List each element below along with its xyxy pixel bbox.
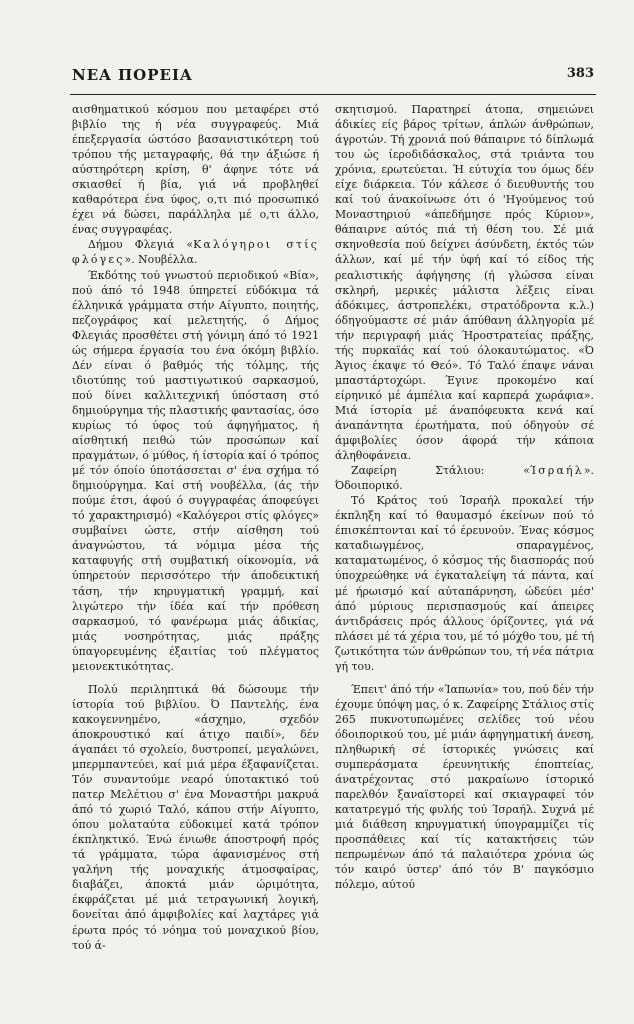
paragraph: Τό Κράτος τού Ίσραήλ προκαλεί τήν έκπληξη καί τό θαυμασμό έκείνων πού τό έπισκέπτονται καί τό έρευνούν. Ένας κόσμος καταδιωγμένος, σπαραγμένος, καταματωμένος, ό κόσμος τής διασποράς πού ύποχρεώθηκε νά έγκαταλείψη τά πάντα, καί μέ ήρωισμό καί αύταπάρνηση, ώδεύει μέσ' άπό μύριους περισπασμούς καί άπειρες άντιδράσεις πρός άλλους όρίζοντες, γιά νά πλάσει μέ τά χέρια του, μέ τό μόχθο του, μέ τή ζωτικότητα τών άνθρώπων του, τή νέα πάτρια γή του. (335, 494, 594, 673)
paragraph: Έκδότης τού γνωστού περιοδικού «Βία», πού άπό τό 1948 ύπηρετεί εύδόκιμα τά έλληνικά γράμματα στήν Αίγυπτο, ποιητής, πεζογράφος καί μελετητής, ό Δήμος Φλεγιάς προσθέτει στή γόνιμη άπό τό 1921 ώς σήμερα έργασία του ένα όκόμη βιβλίο. Δέν είναι ό βαθμός τής τόλμης, τής ιδιοτύπης τού μαστιγωτικού σαρκασμού, πού δίνει καλλιτεχνική ύπόσταση στό δημιούργημα τής πλαστικής φαντασίας, όσο κυρίως τό ύφος τού άφηγήματος, ή αίσθητική πειθώ τών προσώπων καί πραγμάτων, ό μύθος, ή ίστορία καί ό τρόπος μέ τόν όποίο ύποτάσσεται σ' ένα σχήμα τό δημιούργημα. Καί στή νουβέλλα, (άς τήν πούμε έτσι, άφού ό συγγραφέας άποφεύγει τό χαρακτηρισμό) «Καλόγεροι στίς φλόγες» συμβαίνει ώστε, στήν αίσθηση τού άναγνώστου, τά νόμιμα μέσα τής καταφυγής στή συμβατική οίκονομία, νά ύπηρετούν περισσότερο τήν άποδεικτική τάση, τήν κηρυγματική γραμμή, καί λιγώτερο τήν ίδέα καί τήν πρόθεση σαρκασμού, τό φανέρωμα μιάς άδικίας, μιάς νοσηρότητας, μιάς πράξης ύπαγορευμένης έξαιτίας τού πλέγματος μειονεκτικότητας. (72, 268, 319, 673)
page-number: 383 (566, 66, 594, 81)
review-genre: ». Όδοιπορικό. (335, 464, 594, 493)
header-rule (70, 94, 596, 95)
paragraph: Έπειτ' άπό τήν «Ίαπωνία» του, πού δέν τήν έχουμε ύπόψη μας, ό κ. Ζαφείρης Στάλιος στίς 265 πυκνοτυπωμένες σελίδες τού νέου όδοιπορικού του, μέ μιάν άφηγηματική άνεση, πληθωρική σέ ίστορικές γνώσεις καί συμπεράσματα έρευνητικής έποπτείας, άνατρέχοντας στό μακραίωνο ίστορικό παρελθόν ξαναϊστορεί καί σκιαγραφεί τόν κατατρεγμό τής φυλής τού Ίσραήλ. Συχνά μέ μιά διάθεση κηρυγματική ύπογραμμίζει τίς προσπάθειες καί τίς κατακτήσεις τών πεπρωμένων άπό τά παλαιότερα χρόνια ώς τόν καιρό ύστερ' άπό τόν Β' παγκόσμιο πόλεμο, αύτού (335, 682, 594, 892)
review-author: Ζαφείρη Στάλιου: « (351, 464, 530, 478)
right-column (335, 102, 594, 892)
review-book-title: Καλόγηροι στίς φλόγες (72, 238, 319, 267)
review-book-title: Ίσραήλ (529, 464, 584, 478)
review-heading (335, 463, 594, 493)
review-genre: ». Νουβέλλα. (124, 253, 198, 267)
left-column (72, 102, 319, 953)
review-heading (72, 237, 319, 267)
paragraph: Πολύ περιληπτικά θά δώσουμε τήν ίστορία τού βιβλίου. Ό Παντελής, ένα κακογεννημένο, «άσχημο, σχεδόν άποκρουστικό καί άτιχο παιδί», δέν άγαπάει τό σχολείο, δυστροπεί, μεγαλώνει, μπερμπαντεύει, καί μιά μέρα έξαφανίζεται. Τόν συναντούμε νεαρό ύποτακτικό τού πατερ Μελέτιου σ' ένα Μοναστήρι μακρυά άπό τό χωριό Ταλό, κάπου στήν Αίγυπτο, όπου μολαταύτα εύδοκιμεί κατά τρόπον έκπληκτικό. Ένώ ένιωθε άποστροφή πρός τά γράμματα, τώρα άφανισμένος στή γαλήνη τής μοναχικής άτμοσφαίρας, διαβάζει, άποκτά μιάν ώριμότητα, έκφράζεται μέ μιά τετραγωνική λογική, δονείται άπό άμφιβολίες καί λαχτάρες γιά έρωτα πρός τό νόημα τού μοναχικού βίου, τού ά- (72, 682, 319, 952)
running-title: ΝΕΑ ΠΟΡΕΙΑ (72, 66, 193, 84)
paragraph: αισθηματικού κόσμου που μεταφέρει στό βιβλίο της ή νέα συγγραφεύς. Μιά έπεξεργασία ώστόσο βασανιστικότερη τού τρόπου τής μεταγραφής, θά την άξιώσε ή αύστηρότερη κρίση, θ' άφηνε τότε νά σκιασθεί ή βία, γιά νά προβληθεί καθαρότερα ένα ύφος, ο,τι πιό προσωπικό έχει νά δώσει, παράλληλα μέ ο,τι άλλο, ένας συγγραφέας. (72, 103, 319, 237)
review-author: Δήμου Φλεγιά « (88, 238, 194, 252)
paragraph: σκητισμού. Παρατηρεί άτοπα, σημειώνει άδικίες είς βάρος τρίτων, άπλών άνθρώπων, άγροτών. Τή χρονιά πού θάπαιρνε τό δίπλωμά του ώς ίεροδιδάσκαλος, στά τριάντα του χρόνια, ερωτεύεται. Ή εύτυχία του όμως δέν είχε διάρκεια. Τόν κάλεσε ό διευθυντής του καί τού άνακοίνωσε ότι ό 'Ηγούμενος τού Μοναστηριού «άπεδήμησε πρός Κύριον», θάπαιρνε αύτός πιά τή θέση του. Σέ μιά σκηνοθεσία πού δείχνει άσύνδετη, έκτός τών άλλων, καί μέ τήν ύφή καί τό είδος τής ρεαλιστικής άφήγησης (ή γλώσσα είναι σκληρή, μερικές μάλιστα λέξεις είναι άδόκιμες, άστροπελέκι, στρατόδροντα κ.λ.) όδηγούμαστε σέ μιάν άπύθανη άλληγορία μέ τήν περιγραφή μιάς Ήροστρατείας πράξης, τής πυρκαϊάς καί τού όλοκαυτώματος. «Ό Άγιος έκαψε τό Θεό». Τό Ταλό έπαψε νάναι μπαστάρτοχώρι. Έγινε προκομένο καί είρηνικό μέ άμπέλια καί καρπερά χωράφια». Μιά ίστορία μέ άναπόφευκτα κενά καί άναπάντητα έρωτήματα, πού όδηγούν σέ άμφιβολίες όσον άφορά τήν κάποια άληθοφάνεια. (335, 103, 594, 463)
page-header (72, 66, 594, 92)
